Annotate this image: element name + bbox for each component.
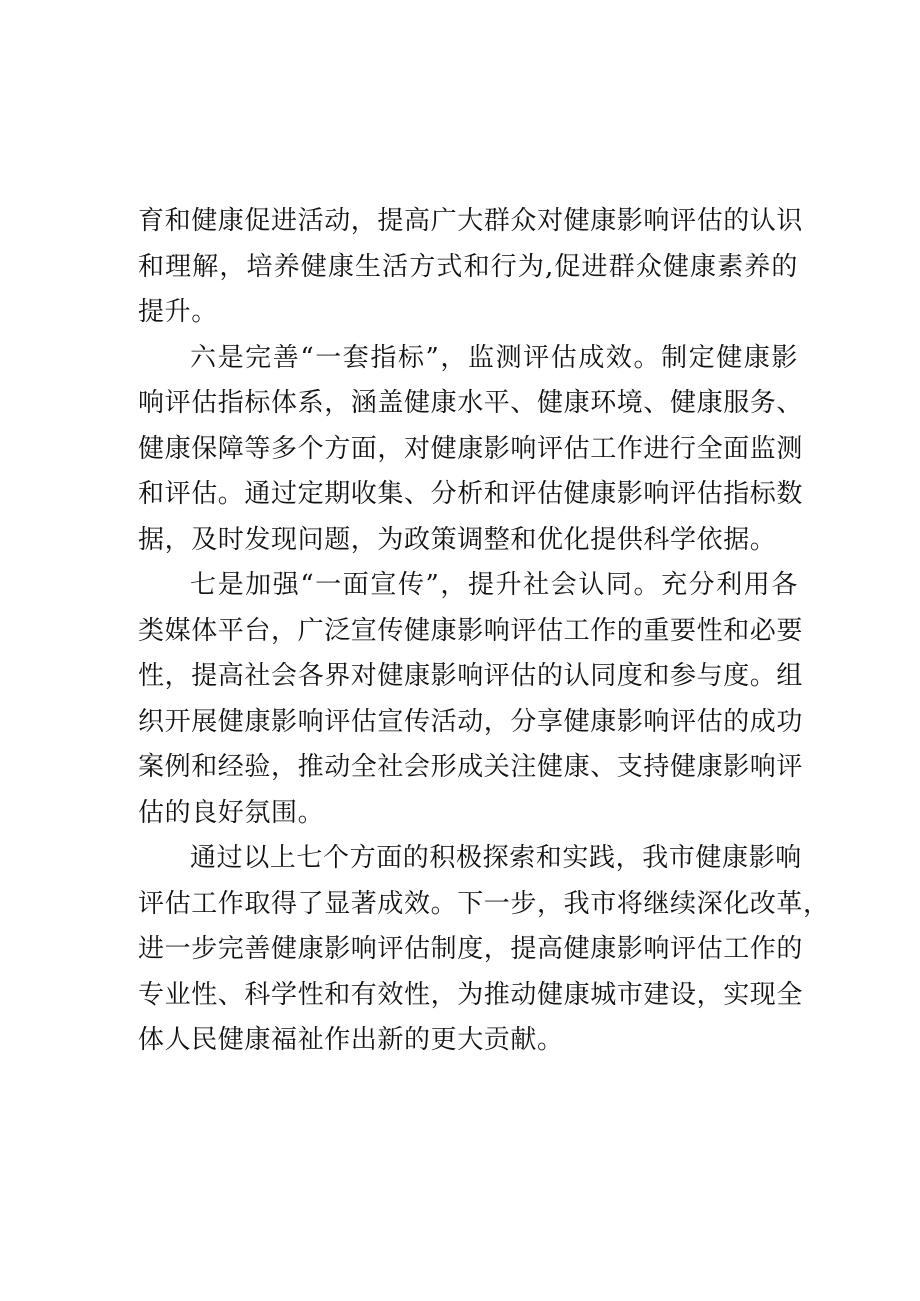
- paragraph-continued: [138, 199, 804, 336]
- text-line: 七是加强“一面宣传”，提升社会认同。充分利用各: [190, 570, 798, 600]
- text-line: 案例和经验，推动全社会形成关注健康、支持健康影响评: [138, 752, 804, 782]
- text-line: 提升。: [138, 297, 218, 327]
- document-body: [138, 199, 830, 1064]
- text-line: 织开展健康影响评估宣传活动，分享健康影响评估的成功: [138, 706, 804, 737]
- paragraph-summary: [138, 836, 830, 1064]
- text-line: 估的良好氛围。: [138, 797, 325, 828]
- paragraph-six-indicators: [138, 336, 804, 564]
- text-line: 健康保障等多个方面，对健康影响评估工作进行全面监测: [138, 433, 804, 464]
- text-line: 类媒体平台，广泛宣传健康影响评估工作的重要性和必要: [138, 615, 804, 646]
- paragraph-seven-publicity: [138, 563, 804, 836]
- text-line: 和评估。通过定期收集、分析和评估健康影响评估指标数: [138, 479, 804, 509]
- text-line: 进一步完善健康影响评估制度，提高健康影响评估工作的: [138, 934, 804, 964]
- text-line: 育和健康促进活动，提高广大群众对健康影响评估的认识: [138, 206, 804, 236]
- text-line: 响评估指标体系，涵盖健康水平、健康环境、健康服务、: [138, 388, 804, 418]
- text-line: 评估工作取得了显著成效。下一步，我市将继续深化改革，: [138, 888, 830, 919]
- text-line: 和理解，培养健康生活方式和行为,促进群众健康素养的: [138, 251, 798, 282]
- text-line: 六是完善“一套指标”，监测评估成效。制定健康影: [190, 342, 798, 373]
- text-line: 据，及时发现问题，为政策调整和优化提供科学依据。: [138, 524, 777, 555]
- text-line: 通过以上七个方面的积极探索和实践，我市健康影响: [190, 843, 802, 873]
- text-line: 专业性、科学性和有效性，为推动健康城市建设，实现全: [138, 979, 804, 1010]
- text-line: 体人民健康福祉作出新的更大贡献。: [138, 1025, 564, 1055]
- text-line: 性，提高社会各界对健康影响评估的认同度和参与度。组: [138, 661, 804, 691]
